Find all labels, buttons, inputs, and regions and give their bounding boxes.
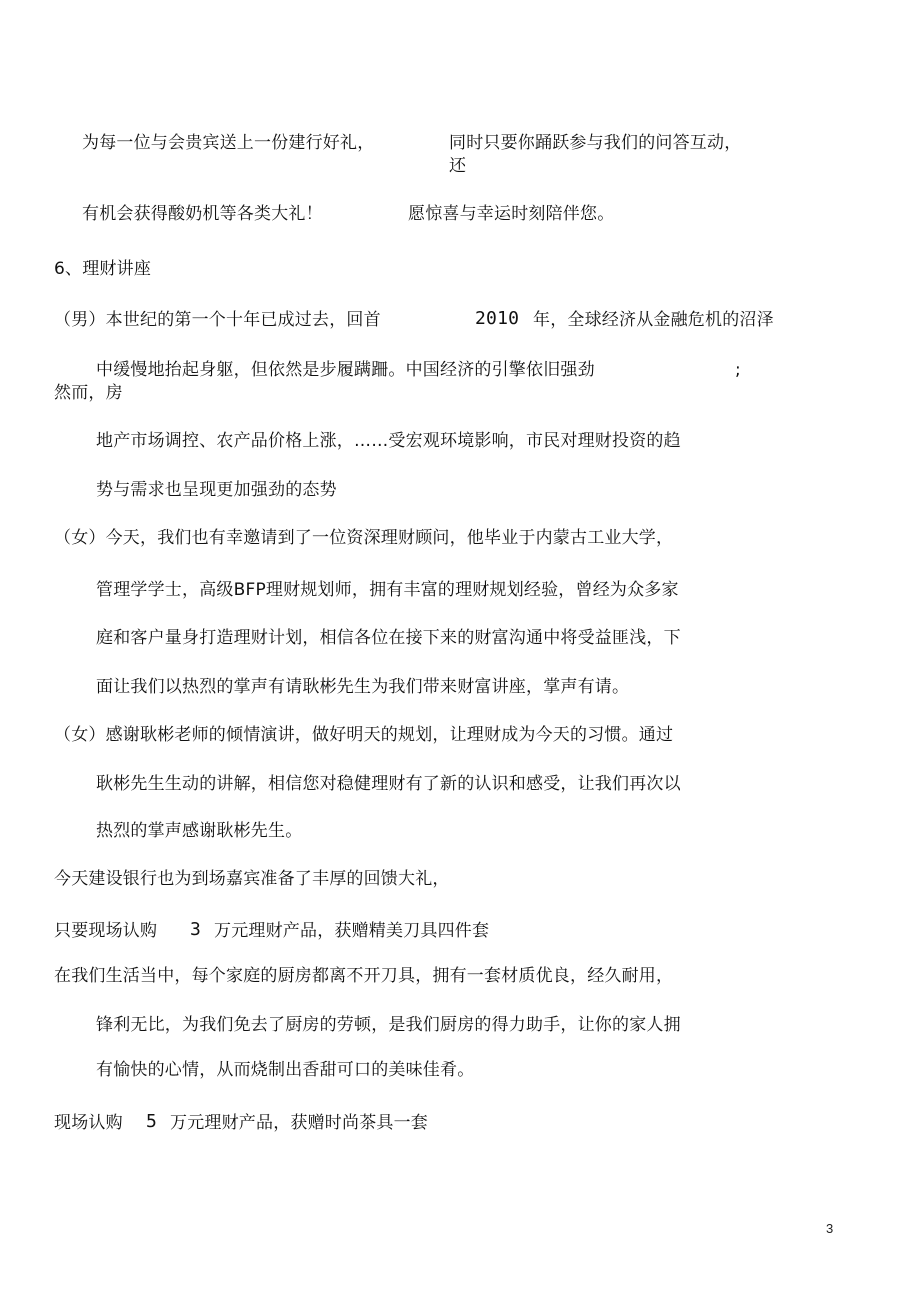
intro-line1-wrap: 还 bbox=[449, 156, 467, 176]
male-line1-year: 2010 bbox=[475, 308, 520, 329]
male-line2-a: 中缓慢地抬起身躯，但依然是步履蹒跚。中国经济的引擎依旧强劲 bbox=[96, 360, 595, 380]
offer2-b: 万元理财产品，获赠时尚茶具一套 bbox=[170, 1113, 428, 1133]
offer1-b: 万元理财产品，获赠精美刀具四件套 bbox=[214, 921, 490, 941]
male-line4: 势与需求也呈现更加强劲的态势 bbox=[96, 480, 337, 500]
knife-line1: 在我们生活当中，每个家庭的厨房都离不开刀具，拥有一套材质优良，经久耐用， bbox=[54, 966, 674, 986]
female-intro-line2: 管理学学士，高级BFP理财规划师，拥有丰富的理财规划经验，曾经为众多家 bbox=[96, 580, 679, 600]
male-line2-semicolon: ; bbox=[735, 360, 741, 380]
section-heading: 6、理财讲座 bbox=[54, 259, 152, 279]
knife-line3: 有愉快的心情，从而烧制出香甜可口的美味佳肴。 bbox=[96, 1060, 475, 1080]
offer2-num: 5 bbox=[146, 1111, 158, 1132]
offer1-num: 3 bbox=[190, 919, 202, 940]
gifts-intro: 今天建设银行也为到场嘉宾准备了丰厚的回馈大礼， bbox=[54, 869, 450, 889]
female-thanks-line1: （女）感谢耿彬老师的倾情演讲，做好明天的规划，让理财成为今天的习惯。通过 bbox=[54, 725, 674, 745]
male-line1-b: 年，全球经济从金融危机的沼泽 bbox=[533, 310, 774, 330]
intro-line2-right: 愿惊喜与幸运时刻陪伴您。 bbox=[408, 204, 615, 224]
intro-line1-left: 为每一位与会贵宾送上一份建行好礼， bbox=[82, 133, 375, 153]
male-line3: 地产市场调控、农产品价格上涨，……受宏观环境影响，市民对理财投资的趋 bbox=[96, 431, 681, 451]
female-intro-line1: （女）今天，我们也有幸邀请到了一位资深理财顾问，他毕业于内蒙古工业大学， bbox=[54, 528, 674, 548]
intro-line2-left: 有机会获得酸奶机等各类大礼！ bbox=[82, 204, 323, 224]
male-line2-wrap: 然而，房 bbox=[54, 383, 123, 403]
female-thanks-line3: 热烈的掌声感谢耿彬先生。 bbox=[96, 821, 303, 841]
male-line1-a: （男）本世纪的第一个十年已成过去，回首 bbox=[54, 310, 381, 330]
knife-line2: 锋利无比，为我们免去了厨房的劳顿，是我们厨房的得力助手，让你的家人拥 bbox=[96, 1015, 681, 1035]
page-number: 3 bbox=[826, 1221, 834, 1236]
female-intro-line4: 面让我们以热烈的掌声有请耿彬先生为我们带来财富讲座，掌声有请。 bbox=[96, 677, 630, 697]
female-intro-line3: 庭和客户量身打造理财计划，相信各位在接下来的财富沟通中将受益匪浅，下 bbox=[96, 628, 681, 648]
offer1-a: 只要现场认购 bbox=[54, 921, 158, 941]
intro-line1-right: 同时只要你踊跃参与我们的问答互动， bbox=[449, 133, 742, 153]
female-thanks-line2: 耿彬先生生动的讲解，相信您对稳健理财有了新的认识和感受，让我们再次以 bbox=[96, 774, 681, 794]
offer2-a: 现场认购 bbox=[54, 1113, 123, 1133]
